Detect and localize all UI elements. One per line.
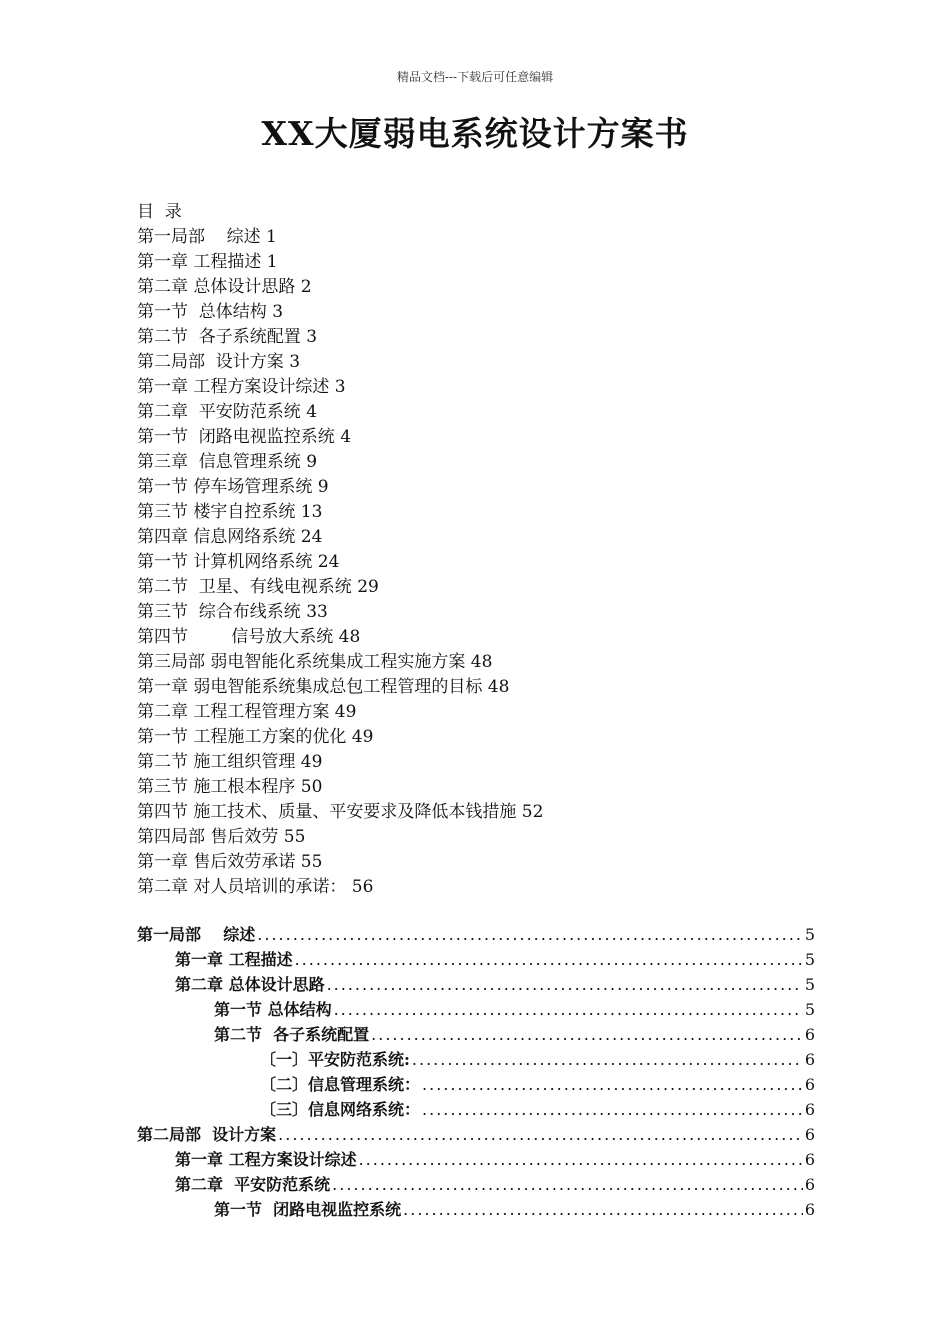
plain-toc-line: 第一章 工程描述 1 xyxy=(137,252,278,272)
toc-entry[interactable] xyxy=(137,922,815,947)
plain-toc-line: 第三节 楼宇自控系统 13 xyxy=(137,502,323,522)
toc-leader-dots xyxy=(257,922,803,947)
toc-leader-dots xyxy=(327,972,803,997)
toc-leader-dots xyxy=(295,947,803,972)
toc-entry[interactable] xyxy=(137,1047,815,1072)
plain-toc-line: 第一局部 综述 1 xyxy=(137,227,277,247)
plain-toc-line: 第二章 工程工程管理方案 49 xyxy=(137,702,357,722)
toc-entry[interactable] xyxy=(137,1197,815,1222)
toc-entry[interactable] xyxy=(137,972,815,997)
plain-toc-line: 第四局部 售后效劳 55 xyxy=(137,827,306,847)
plain-toc-line: 第一节 闭路电视监控系统 4 xyxy=(137,427,352,447)
toc-entry-page: 5 xyxy=(804,1000,815,1019)
toc-entry-title: 〔三〕信息网络系统： xyxy=(260,1100,421,1119)
toc-entry[interactable] xyxy=(137,1147,815,1172)
toc-entry[interactable] xyxy=(137,1072,815,1097)
toc-entry-title: 第二章 总体设计思路 xyxy=(175,975,325,994)
toc-leader-dots xyxy=(332,1172,803,1197)
toc-entry-title: 第二节 各子系统配置 xyxy=(214,1025,370,1044)
toc-entry-page: 6 xyxy=(804,1050,815,1069)
toc-leader-dots xyxy=(422,1097,803,1122)
toc-leader-dots xyxy=(371,1022,803,1047)
header-note: 精品文档---下载后可任意编辑 xyxy=(396,70,554,84)
toc-entry-title: 〔二〕信息管理系统： xyxy=(260,1075,421,1094)
toc-entry-page: 6 xyxy=(804,1075,815,1094)
toc-entry[interactable] xyxy=(137,997,815,1022)
plain-toc-line: 第三章 信息管理系统 9 xyxy=(137,452,318,472)
plain-toc-line: 第一章 售后效劳承诺 55 xyxy=(137,852,323,872)
toc-entry-title: 第一节 总体结构 xyxy=(214,1000,332,1019)
plain-toc-line: 第二节 各子系统配置 3 xyxy=(137,327,318,347)
toc-entry-title: 〔一〕平安防范系统: xyxy=(260,1050,410,1069)
plain-toc-line: 第一节 总体结构 3 xyxy=(137,302,284,322)
toc-leader-dots xyxy=(359,1147,803,1172)
plain-toc-line: 第四章 信息网络系统 24 xyxy=(137,527,323,547)
plain-table-of-contents xyxy=(137,200,837,900)
toc-leader-dots xyxy=(403,1197,803,1222)
plain-toc-line: 第三节 施工根本程序 50 xyxy=(137,777,323,797)
toc-entry[interactable] xyxy=(137,1022,815,1047)
toc-entry-page: 6 xyxy=(804,1175,815,1194)
plain-toc-line: 第一章 工程方案设计综述 3 xyxy=(137,377,346,397)
toc-entry-page: 5 xyxy=(804,925,815,944)
toc-entry-page: 5 xyxy=(804,950,815,969)
toc-entry-title: 第一局部 综述 xyxy=(137,925,256,944)
dotted-table-of-contents xyxy=(137,922,815,1222)
plain-toc-line: 第一节 计算机网络系统 24 xyxy=(137,552,340,572)
toc-entry-page: 6 xyxy=(804,1100,815,1119)
toc-heading: 目 录 xyxy=(137,202,182,222)
toc-entry[interactable] xyxy=(137,1097,815,1122)
plain-toc-line: 第二章 对人员培训的承诺： 56 xyxy=(137,877,374,897)
plain-toc-line: 第一节 停车场管理系统 9 xyxy=(137,477,329,497)
toc-entry-title: 第一章 工程方案设计综述 xyxy=(175,1150,357,1169)
plain-toc-line: 第二章 总体设计思路 2 xyxy=(137,277,312,297)
plain-toc-line: 第四节 施工技术、质量、平安要求及降低本钱措施 52 xyxy=(137,802,544,822)
toc-leader-dots xyxy=(412,1047,803,1072)
toc-entry[interactable] xyxy=(137,1122,815,1147)
toc-entry[interactable] xyxy=(137,1172,815,1197)
toc-entry-page: 6 xyxy=(804,1025,815,1044)
plain-toc-line: 第二章 平安防范系统 4 xyxy=(137,402,318,422)
plain-toc-line: 第三局部 弱电智能化系统集成工程实施方案 48 xyxy=(137,652,493,672)
toc-entry-page: 6 xyxy=(804,1125,815,1144)
plain-toc-line: 第二节 卫星、有线电视系统 29 xyxy=(137,577,379,597)
plain-toc-line: 第三节 综合布线系统 33 xyxy=(137,602,328,622)
plain-toc-line: 第一节 工程施工方案的优化 49 xyxy=(137,727,374,747)
toc-entry-page: 6 xyxy=(804,1150,815,1169)
toc-entry-page: 6 xyxy=(804,1200,815,1219)
plain-toc-line: 第四节 信号放大系统 48 xyxy=(137,627,361,647)
document-title: XX大厦弱电系统设计方案书 xyxy=(261,114,689,153)
toc-entry-title: 第一节 闭路电视监控系统 xyxy=(214,1200,402,1219)
plain-toc-line: 第二节 施工组织管理 49 xyxy=(137,752,323,772)
toc-leader-dots xyxy=(422,1072,803,1097)
plain-toc-line: 第二局部 设计方案 3 xyxy=(137,352,301,372)
toc-entry-title: 第二章 平安防范系统 xyxy=(175,1175,331,1194)
toc-entry-title: 第一章 工程描述 xyxy=(175,950,293,969)
toc-leader-dots xyxy=(278,1122,803,1147)
toc-leader-dots xyxy=(334,997,803,1022)
toc-entry-title: 第二局部 设计方案 xyxy=(137,1125,277,1144)
toc-entry[interactable] xyxy=(137,947,815,972)
plain-toc-line: 第一章 弱电智能系统集成总包工程管理的目标 48 xyxy=(137,677,510,697)
toc-entry-page: 5 xyxy=(804,975,815,994)
